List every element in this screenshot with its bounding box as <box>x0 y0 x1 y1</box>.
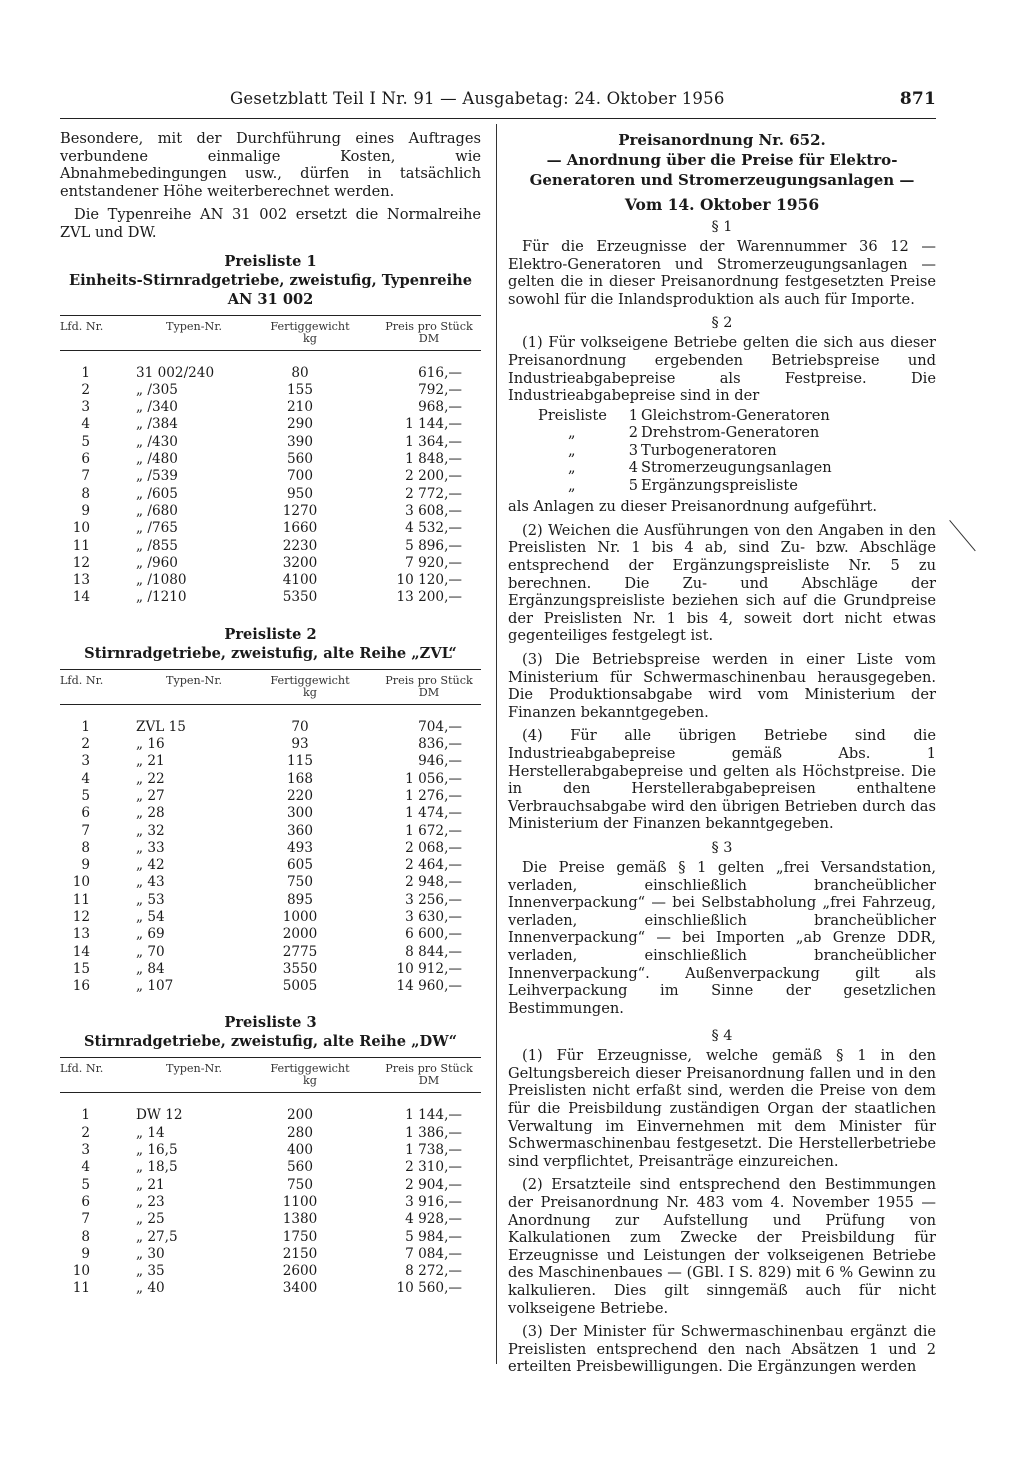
section-4-paragraph-2: (2) Ersatzteile sind entsprechend den Bestimmungen der Preisanordnung Nr. 483 vom 4. November 1955 — Anordnung zur Aufstellung und Prüfung von Kalkulationen zum Zwecke der Preisbildung für Erzeugnisse und Leistungen der volkseigenen Betriebe des Maschinenbaues — (GBl. I S. 829) mit 6 % Gewinn zu kalkulieren. Dies gilt sinngemäß auch für nicht volkseigene Betriebe. <box>508 1176 936 1317</box>
row-price: 3 630,— <box>405 908 462 925</box>
col-typ: Typen-Nr. <box>165 1062 222 1076</box>
column-divider <box>496 124 497 1364</box>
left-column <box>60 130 481 1298</box>
row-type-number: „ 16 <box>136 736 165 753</box>
row-number: 8 <box>81 839 90 856</box>
row-price: 704,— <box>418 718 462 735</box>
table-row <box>60 1125 481 1142</box>
row-number: 4 <box>81 770 90 787</box>
row-price: 7 920,— <box>405 554 462 571</box>
row-number: 16 <box>72 978 90 995</box>
row-type-number: „ 84 <box>136 960 165 977</box>
row-number: 6 <box>81 805 90 822</box>
table-row <box>60 926 481 943</box>
row-number: 3 <box>81 1142 90 1159</box>
table-row <box>60 589 481 606</box>
row-type-number: „ /480 <box>136 451 178 468</box>
table-row <box>60 1263 481 1280</box>
row-type-number: „ 33 <box>136 839 165 856</box>
table-row <box>60 382 481 399</box>
table-row <box>60 399 481 416</box>
col-typ: Typen-Nr. <box>165 319 222 333</box>
list-item-number: 4 <box>628 459 638 477</box>
row-price: 1 386,— <box>405 1124 462 1141</box>
row-type-number: „ 54 <box>136 908 165 925</box>
pricelist-1 <box>60 252 481 607</box>
table-row <box>60 944 481 961</box>
row-price: 836,— <box>418 736 462 753</box>
row-price: 2 310,— <box>405 1159 462 1176</box>
row-price: 8 272,— <box>405 1263 462 1280</box>
row-number: 5 <box>81 787 90 804</box>
col-lfd: Lfd. Nr. <box>60 319 104 333</box>
pricelist-2-subtitle: Stirnradgetriebe, zweistufig, alte Reihe „ZVL“ <box>84 644 457 662</box>
page-number: 871 <box>899 89 936 109</box>
margin-mark <box>948 520 976 553</box>
section-2-heading: § 2 <box>711 315 733 332</box>
row-weight: 200 <box>287 1107 313 1124</box>
section-4-paragraph-1: (1) Für Erzeugnisse, welche gemäß § 1 in den Geltungsbereich dieser Preisanordnung fallen und in den Preislisten nicht erfaßt sind, werden die Preise von dem für die Preisbildung zuständigen Organ der staatlichen Verwaltung im Einvernehmen mit dem Minister für Schwermaschinenbau festgesetzt. Die Herstellerbetriebe sind verpflichtet, Preisanträge einzureichen. <box>508 1047 936 1170</box>
header-title: Gesetzblatt Teil I Nr. 91 — Ausgabetag: 24. Oktober 1956 <box>230 89 725 108</box>
col-gewicht-line1: Fertiggewicht <box>270 1062 350 1076</box>
row-type-number: „ 70 <box>136 943 165 960</box>
row-weight: 70 <box>291 718 309 735</box>
row-price: 1 144,— <box>405 1107 462 1124</box>
col-preis-line2: DM <box>418 1074 440 1088</box>
row-type-number: „ 30 <box>136 1245 165 1262</box>
appendix-pricelist-list <box>538 407 936 495</box>
row-type-number: „ /960 <box>136 554 178 571</box>
row-type-number: „ 69 <box>136 926 165 943</box>
row-price: 946,— <box>418 753 462 770</box>
col-lfd: Lfd. Nr. <box>60 1062 104 1076</box>
row-number: 6 <box>81 1193 90 1210</box>
row-type-number: „ 107 <box>136 978 174 995</box>
row-number: 8 <box>81 1228 90 1245</box>
row-number: 15 <box>72 960 90 977</box>
row-type-number: „ /605 <box>136 485 178 502</box>
row-type-number: „ /1210 <box>136 589 187 606</box>
section-2-paragraph-4: (4) Für alle übrigen Betriebe sind die Industrieabgabepreise gemäß Abs. 1 Herstellerabgabepreise und gelten als Höchstpreise. Die in den Herstellerabgabepreisen enthaltene Verbrauchsabgabe wird den übrigen Betrieben durch das Ministerium der Finanzen bekanntgegeben. <box>508 727 936 833</box>
list-item-name: „ <box>568 424 576 442</box>
table-row <box>60 520 481 537</box>
row-type-number: „ /680 <box>136 502 178 519</box>
pricelist-3-subtitle: Stirnradgetriebe, zweistufig, alte Reihe „DW“ <box>84 1033 457 1051</box>
row-price: 1 056,— <box>405 770 462 787</box>
row-number: 5 <box>81 433 90 450</box>
row-number: 11 <box>72 891 90 908</box>
table-row <box>60 1177 481 1194</box>
col-gewicht-line1: Fertiggewicht <box>270 673 350 687</box>
row-weight: 3400 <box>282 1280 318 1297</box>
col-gewicht-line2: kg <box>303 1074 317 1088</box>
row-price: 8 844,— <box>405 943 462 960</box>
section-4-paragraph-3: (3) Der Minister für Schwermaschinenbau ergänzt die Preislisten entsprechend den nach Absätzen 1 und 2 erteilten Preisbewilligungen. Die Ergänzungen werden <box>508 1323 936 1376</box>
row-price: 14 960,— <box>396 978 462 995</box>
ordinance-title: — Anordnung über die Preise für Elektro-Generatoren und Stromerzeugungsanlagen — <box>529 151 915 189</box>
table-row <box>60 823 481 840</box>
row-type-number: 31 002/240 <box>136 364 215 381</box>
row-price: 6 600,— <box>405 926 462 943</box>
row-number: 9 <box>81 502 90 519</box>
row-number: 12 <box>72 908 90 925</box>
table-row <box>60 416 481 433</box>
table-row <box>60 468 481 485</box>
row-weight: 5005 <box>282 978 318 995</box>
row-weight: 750 <box>287 1176 313 1193</box>
table-row <box>60 538 481 555</box>
row-weight: 300 <box>287 805 313 822</box>
row-number: 1 <box>81 1107 90 1124</box>
row-number: 10 <box>72 520 90 537</box>
row-type-number: „ /539 <box>136 468 178 485</box>
list-item-name: Preisliste <box>538 406 607 424</box>
table-row <box>60 771 481 788</box>
list-item-label: Drehstrom-Generatoren <box>641 424 820 442</box>
pricelist-1-title: Preisliste 1 <box>224 252 317 270</box>
row-type-number: „ 23 <box>136 1193 165 1210</box>
table-row <box>60 978 481 995</box>
row-number: 3 <box>81 753 90 770</box>
row-number: 11 <box>72 537 90 554</box>
table-row <box>60 434 481 451</box>
row-weight: 210 <box>287 399 313 416</box>
table-row <box>60 486 481 503</box>
list-item-number: 1 <box>628 406 638 424</box>
right-column <box>508 130 936 1382</box>
row-price: 10 912,— <box>396 960 462 977</box>
row-price: 1 848,— <box>405 451 462 468</box>
row-weight: 80 <box>291 364 309 381</box>
intro-paragraph-1: Besondere, mit der Durchführung eines Auftrages verbundene einmalige Kosten, wie Abnahmebedingungen usw., dürfen in tatsächlich entstandener Höhe weiterberechnet werden. <box>60 130 481 200</box>
row-price: 1 364,— <box>405 433 462 450</box>
row-weight: 2230 <box>282 537 318 554</box>
row-price: 5 896,— <box>405 537 462 554</box>
table-row <box>60 1229 481 1246</box>
col-gewicht <box>256 675 364 699</box>
row-price: 4 532,— <box>405 520 462 537</box>
row-number: 7 <box>81 1211 90 1228</box>
row-price: 13 200,— <box>396 589 462 606</box>
row-number: 10 <box>72 874 90 891</box>
table-row <box>60 1107 481 1124</box>
row-number: 11 <box>72 1280 90 1297</box>
row-weight: 1100 <box>282 1193 318 1210</box>
row-type-number: „ 32 <box>136 822 165 839</box>
row-type-number: „ 40 <box>136 1280 165 1297</box>
col-gewicht-line2: kg <box>303 685 317 699</box>
table-row <box>60 736 481 753</box>
row-number: 10 <box>72 1263 90 1280</box>
row-type-number: „ /1080 <box>136 572 187 589</box>
list-item <box>538 459 936 477</box>
col-preis-line1: Preis pro Stück <box>385 319 473 333</box>
ordinance-date: Vom 14. Oktober 1956 <box>624 195 820 214</box>
row-weight: 220 <box>287 787 313 804</box>
row-price: 2 904,— <box>405 1176 462 1193</box>
row-price: 2 068,— <box>405 839 462 856</box>
row-type-number: „ /305 <box>136 381 178 398</box>
list-item-number: 3 <box>628 441 638 459</box>
table-row <box>60 1142 481 1159</box>
list-item-number: 5 <box>628 476 638 494</box>
pricelist-1-subtitle: Einheits-Stirnradgetriebe, zweistufig, Typenreihe AN 31 002 <box>68 271 473 308</box>
section-3-text: Die Preise gemäß § 1 gelten „frei Versandstation, verladen, einschließlich brancheüblicher Innenverpackung“ — bei Selbstabholung „frei Fahrzeug, verladen, einschließlich brancheüblicher Innenverpackung“ — bei Importen „ab Grenze DDR, verladen, einschließlich brancheüblicher Innenverpackung“. Außenverpackung gilt als Leihverpackung im Sinne der gesetzlichen Bestimmungen. <box>508 858 936 1017</box>
row-number: 12 <box>72 554 90 571</box>
row-weight: 1380 <box>282 1211 318 1228</box>
table-row <box>60 909 481 926</box>
row-number: 8 <box>81 485 90 502</box>
col-gewicht-line2: kg <box>303 331 317 345</box>
row-number: 13 <box>72 572 90 589</box>
table-row <box>60 840 481 857</box>
row-number: 2 <box>81 736 90 753</box>
pricelist-2 <box>60 625 481 996</box>
row-number: 9 <box>81 1245 90 1262</box>
table-row <box>60 753 481 770</box>
col-gewicht <box>256 321 364 345</box>
row-price: 2 200,— <box>405 468 462 485</box>
row-number: 5 <box>81 1176 90 1193</box>
row-weight: 2150 <box>282 1245 318 1262</box>
row-weight: 4100 <box>282 572 318 589</box>
row-weight: 155 <box>287 381 313 398</box>
section-2-paragraph-2: (2) Weichen die Ausführungen von den Angaben in den Preislisten Nr. 1 bis 4 ab, sind Zu- bzw. Abschläge entsprechend der Ergänzungspreisliste Nr. 5 zu berechnen. Die Zu- und Abschläge der Ergänzungspreisliste beziehen sich auf die Grundpreise der Preislisten Nr. 1 bis 4, soweit dort nicht etwas gegenteiliges festgelegt ist. <box>508 521 936 645</box>
row-type-number: „ /855 <box>136 537 178 554</box>
row-price: 2 464,— <box>405 857 462 874</box>
list-item <box>538 442 936 460</box>
row-type-number: „ 42 <box>136 857 165 874</box>
row-number: 4 <box>81 416 90 433</box>
intro-paragraph-2: Die Typenreihe AN 31 002 ersetzt die Normalreihe ZVL und DW. <box>60 206 481 241</box>
col-preis <box>376 675 482 699</box>
row-price: 4 928,— <box>405 1211 462 1228</box>
col-preis-line2: DM <box>418 331 440 345</box>
table-row <box>60 1194 481 1211</box>
section-2-paragraph-1: (1) Für volkseigene Betriebe gelten die sich aus dieser Preisanordnung ergebenden Betriebspreise und Industrieabgabepreise als Festpreise. Die Industrieabgabepreise sind in der <box>508 334 936 405</box>
row-weight: 560 <box>287 1159 313 1176</box>
row-number: 2 <box>81 381 90 398</box>
row-price: 792,— <box>418 381 462 398</box>
table-row <box>60 1211 481 1228</box>
table-row <box>60 503 481 520</box>
table-row <box>60 805 481 822</box>
list-item-name: „ <box>568 476 576 494</box>
row-weight: 895 <box>287 891 313 908</box>
row-weight: 280 <box>287 1124 313 1141</box>
row-weight: 1660 <box>282 520 318 537</box>
row-type-number: „ 21 <box>136 753 165 770</box>
row-type-number: „ 18,5 <box>136 1159 178 1176</box>
section-3-heading: § 3 <box>711 839 733 856</box>
row-weight: 493 <box>287 839 313 856</box>
row-price: 1 474,— <box>405 805 462 822</box>
row-price: 1 738,— <box>405 1142 462 1159</box>
row-type-number: „ 27,5 <box>136 1228 178 1245</box>
row-type-number: ZVL 15 <box>136 718 186 735</box>
row-weight: 750 <box>287 874 313 891</box>
section-2-after-list: als Anlagen zu dieser Preisanordnung aufgeführt. <box>508 498 878 516</box>
section-1-text: Für die Erzeugnisse der Warennummer 36 12 — Elektro-Generatoren und Stromerzeugungsanlagen — gelten die in dieser Preisanordnung festgesetzten Preise sowohl für die Inlandsproduktion als auch für Importe. <box>508 238 936 308</box>
row-type-number: „ 53 <box>136 891 165 908</box>
row-weight: 2000 <box>282 926 318 943</box>
row-number: 13 <box>72 926 90 943</box>
list-item-number: 2 <box>628 424 638 442</box>
row-type-number: „ 14 <box>136 1124 165 1141</box>
row-number: 7 <box>81 468 90 485</box>
col-gewicht <box>256 1063 364 1087</box>
col-preis <box>376 321 482 345</box>
table-row <box>60 365 481 382</box>
pricelist-1-body <box>60 351 481 607</box>
row-type-number: „ /340 <box>136 399 178 416</box>
row-price: 2 772,— <box>405 485 462 502</box>
table-row <box>60 961 481 978</box>
row-weight: 5350 <box>282 589 318 606</box>
col-preis-line1: Preis pro Stück <box>385 1062 473 1076</box>
row-weight: 290 <box>287 416 313 433</box>
row-weight: 390 <box>287 433 313 450</box>
row-price: 3 916,— <box>405 1193 462 1210</box>
table-row <box>60 555 481 572</box>
row-type-number: „ 22 <box>136 770 165 787</box>
table-row <box>60 451 481 468</box>
pricelist-1-header <box>60 315 481 351</box>
row-weight: 1270 <box>282 502 318 519</box>
row-price: 2 948,— <box>405 874 462 891</box>
row-type-number: „ 43 <box>136 874 165 891</box>
list-item <box>538 424 936 442</box>
col-lfd: Lfd. Nr. <box>60 673 104 687</box>
page-header <box>230 89 936 113</box>
pricelist-2-header <box>60 669 481 705</box>
row-type-number: „ /765 <box>136 520 178 537</box>
list-item-label: Gleichstrom-Generatoren <box>641 406 830 424</box>
list-item-label: Turbogeneratoren <box>641 441 777 459</box>
row-number: 2 <box>81 1124 90 1141</box>
list-item <box>538 407 936 425</box>
row-weight: 1750 <box>282 1228 318 1245</box>
pricelist-3-title: Preisliste 3 <box>224 1014 317 1032</box>
list-item <box>538 477 936 495</box>
row-weight: 400 <box>287 1142 313 1159</box>
table-row <box>60 788 481 805</box>
row-number: 4 <box>81 1159 90 1176</box>
col-preis-line1: Preis pro Stück <box>385 673 473 687</box>
col-gewicht-line1: Fertiggewicht <box>270 319 350 333</box>
row-number: 9 <box>81 857 90 874</box>
col-preis-line2: DM <box>418 685 440 699</box>
row-weight: 2600 <box>282 1263 318 1280</box>
header-rule <box>60 118 936 119</box>
row-price: 10 120,— <box>396 572 462 589</box>
row-type-number: „ 21 <box>136 1176 165 1193</box>
section-2-paragraph-3: (3) Die Betriebspreise werden in einer Liste vom Ministerium für Schwermaschinenbau herausgegeben. Die Produktionsabgabe wird vom Ministerium der Finanzen bekanntgegeben. <box>508 651 936 721</box>
pricelist-3 <box>60 1013 481 1297</box>
table-row <box>60 1159 481 1176</box>
row-weight: 168 <box>287 770 313 787</box>
row-number: 14 <box>72 943 90 960</box>
row-price: 968,— <box>418 399 462 416</box>
list-item-name: „ <box>568 459 576 477</box>
row-weight: 3200 <box>282 554 318 571</box>
pricelist-2-title: Preisliste 2 <box>224 625 317 643</box>
row-weight: 950 <box>287 485 313 502</box>
table-row <box>60 1280 481 1297</box>
row-price: 1 144,— <box>405 416 462 433</box>
row-number: 6 <box>81 451 90 468</box>
ordinance-number: Preisanordnung Nr. 652. <box>618 131 826 149</box>
table-row <box>60 719 481 736</box>
row-weight: 115 <box>287 753 313 770</box>
row-weight: 93 <box>291 736 309 753</box>
row-weight: 3550 <box>282 960 318 977</box>
table-row <box>60 857 481 874</box>
row-number: 1 <box>81 364 90 381</box>
pricelist-2-body <box>60 705 481 996</box>
row-price: 10 560,— <box>396 1280 462 1297</box>
list-item-name: „ <box>568 441 576 459</box>
row-number: 3 <box>81 399 90 416</box>
row-price: 1 276,— <box>405 787 462 804</box>
section-4-heading: § 4 <box>711 1028 733 1045</box>
table-row <box>60 874 481 891</box>
pricelist-3-header <box>60 1057 481 1093</box>
table-row <box>60 1246 481 1263</box>
row-type-number: „ 16,5 <box>136 1142 178 1159</box>
row-price: 7 084,— <box>405 1245 462 1262</box>
list-item-label: Stromerzeugungsanlagen <box>641 459 832 477</box>
row-number: 1 <box>81 718 90 735</box>
section-1-heading: § 1 <box>711 219 733 235</box>
row-price: 1 672,— <box>405 822 462 839</box>
row-type-number: „ 27 <box>136 787 165 804</box>
pricelist-3-body <box>60 1093 481 1297</box>
col-preis <box>376 1063 482 1087</box>
row-number: 7 <box>81 822 90 839</box>
row-type-number: „ 25 <box>136 1211 165 1228</box>
row-type-number: DW 12 <box>136 1107 183 1124</box>
row-price: 3 256,— <box>405 891 462 908</box>
row-weight: 2775 <box>282 943 318 960</box>
table-row <box>60 572 481 589</box>
row-weight: 560 <box>287 451 313 468</box>
row-weight: 1000 <box>282 908 318 925</box>
row-type-number: „ /430 <box>136 433 178 450</box>
row-type-number: „ /384 <box>136 416 178 433</box>
row-number: 14 <box>72 589 90 606</box>
row-weight: 360 <box>287 822 313 839</box>
col-typ: Typen-Nr. <box>165 673 222 687</box>
row-weight: 605 <box>287 857 313 874</box>
table-row <box>60 892 481 909</box>
row-type-number: „ 28 <box>136 805 165 822</box>
row-type-number: „ 35 <box>136 1263 165 1280</box>
list-item-label: Ergänzungspreisliste <box>641 476 798 494</box>
row-price: 3 608,— <box>405 502 462 519</box>
row-price: 616,— <box>418 364 462 381</box>
row-weight: 700 <box>287 468 313 485</box>
row-price: 5 984,— <box>405 1228 462 1245</box>
